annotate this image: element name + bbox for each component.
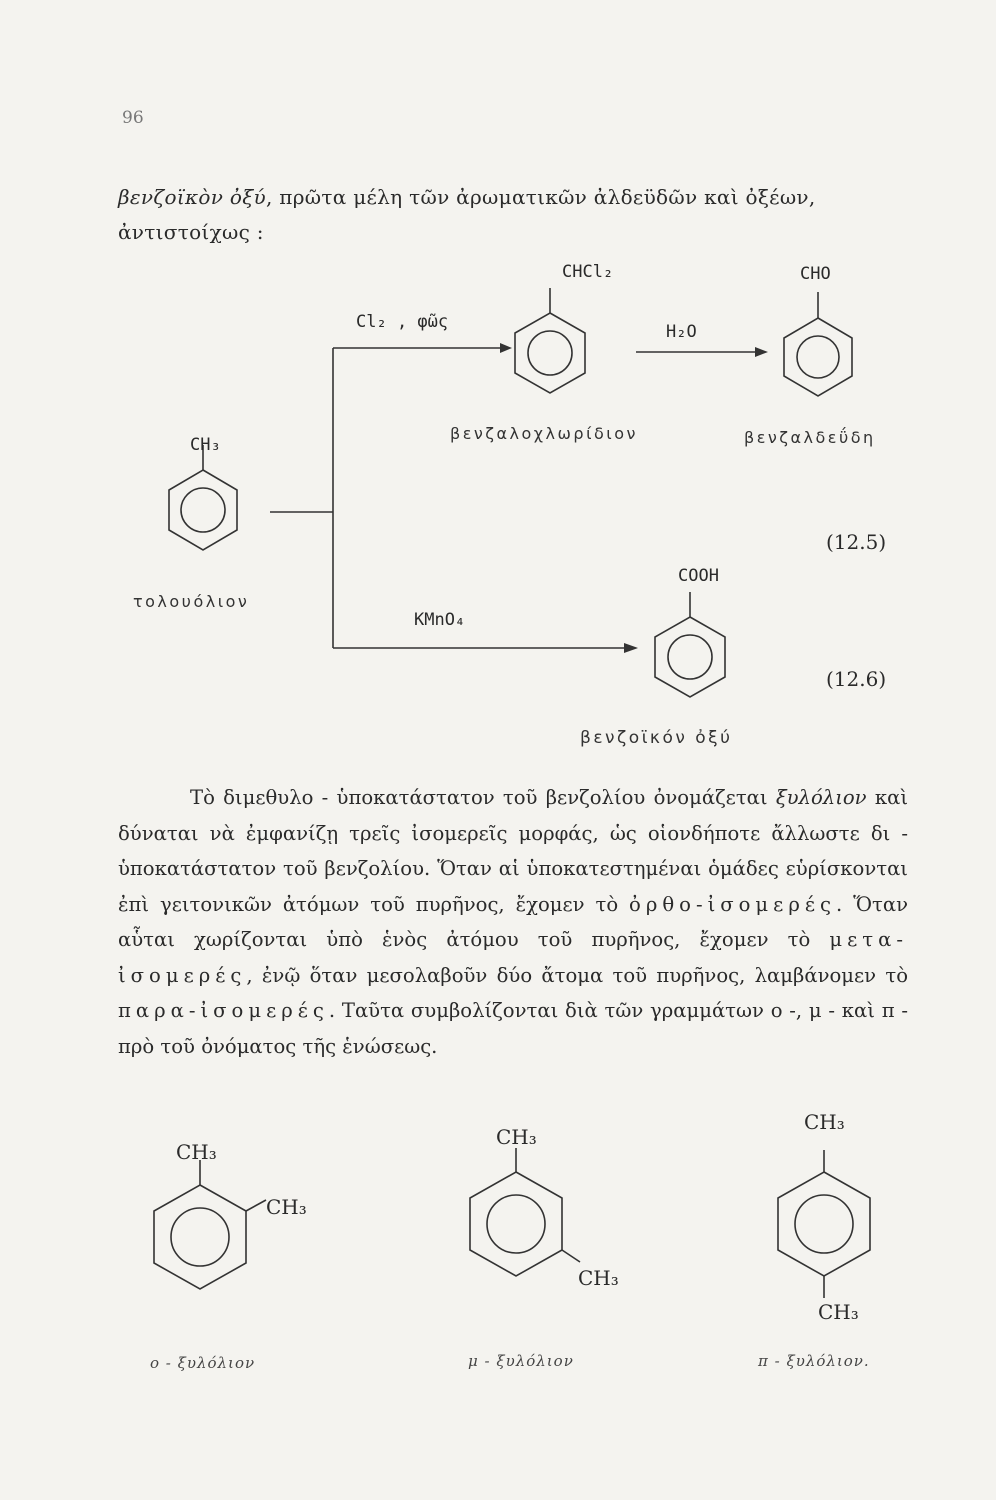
benzoic-acid-ring-circle [668,635,712,679]
p-xylene-ring [778,1172,870,1276]
toluene-ring [169,470,237,550]
intro-rest: , πρῶτα μέλη τῶν ἀρωματικῶν ἀλδεϋδῶν καὶ ὀξέων, ἀντιστοίχως : [118,185,816,244]
o-xylene-caption: ο - ξυλόλιον [150,1354,256,1372]
aldehyde-group-label: CHO [800,264,831,284]
toluene-ring-circle [181,488,225,532]
benzoic-acid-name: βενζοϊκόν ὀξύ [580,728,733,748]
o-xylene-ring-circle [171,1208,229,1266]
para-text-3: . Ὅταν αὗται χωρίζονται ὑπὸ ἑνὸς ἀτόμου τοῦ πυρῆνος, ἔχομεν τὸ [118,892,908,951]
m-xylene-methyl-top: CH₃ [496,1125,537,1149]
equation-number-12-5: (12.5) [826,530,887,554]
benzal-chloride-ring [515,313,585,393]
body-paragraph [118,780,908,1064]
benzaldehyde-ring-circle [797,336,839,378]
p-xylene-ring-circle [795,1195,853,1253]
m-xylene-caption: μ - ξυλόλιον [468,1352,574,1370]
acid-group-label: COOH [678,566,719,586]
xylene-term: ξυλόλιον [775,786,867,809]
m-xylene-ring-circle [487,1195,545,1253]
para-text-4: , ἐνῷ ὅταν μεσολαβοῦν δύο ἄτομα τοῦ πυρῆνος, λαμβάνομεν τὸ [246,963,908,987]
toluene-methyl-label: CH₃ [190,435,221,455]
reagent-h2o: H₂O [666,322,697,342]
para-text-2: καὶ δύναται νὰ ἐμφανίζῃ τρεῖς ἰσομερεῖς μορφάς, ὡς οἱονδήποτε ἄλλωστε δι - ὑποκατάστατον τοῦ βενζολίου. Ὅταν αἱ ὑποκατεστημέναι ὁμάδες εὑρίσκονται ἐπὶ γειτονικῶν ἀτόμων τοῦ πυρῆνος, ἔχομεν τὸ [118,786,909,916]
benzal-chloride-ring-circle [528,331,572,375]
m-xylene-methyl-side: CH₃ [578,1266,619,1290]
arrow-head-1 [500,343,512,353]
para-term: παρα-ἰσομερές [118,999,329,1022]
o-xylene-methyl-side: CH₃ [266,1195,307,1219]
benzoic-acid-ring [655,617,725,697]
chloride-group-label: CHCl₂ [562,262,614,282]
ortho-term: ὀρθο-ἰσομερές [629,892,836,916]
intro-italic-term: βενζοϊκὸν ὀξύ [118,185,266,209]
reagent-cl2-light: Cl₂ , φῶς [356,312,449,332]
benzaldehyde-name: βενζαλδεΰδη [744,428,876,447]
m-xylene-ring [470,1172,562,1276]
reagent-kmno4: KMnO₄ [414,610,466,630]
meta-term: μετα-ἰσομερές [118,928,908,987]
equation-number-12-6: (12.6) [826,667,887,691]
p-xylene-methyl-top: CH₃ [804,1110,845,1134]
para-text-1: Τὸ διμεθυλο - ὑποκατάστατον τοῦ βενζολίου ὀνομάζεται [190,786,776,809]
p-xylene-methyl-bottom: CH₃ [818,1300,859,1324]
toluene-name: τολουόλιον [133,592,250,611]
benzaldehyde-ring [784,318,852,396]
p-xylene-caption: π - ξυλόλιον. [758,1352,870,1370]
arrow-head-2 [755,347,768,357]
o-xylene-ring [154,1185,246,1289]
o-xylene-methyl-top: CH₃ [176,1140,217,1164]
benzal-chloride-name: βενζαλοχλωρίδιον [450,424,638,443]
page-number: 96 [122,108,144,128]
arrow-head-3 [624,643,638,653]
para-text-5: . Ταῦτα συμβολίζονται διὰ τῶν γραμμάτων ο -, μ - καὶ π - πρὸ τοῦ ὀνόματος τῆς ἑνώσεως. [118,999,908,1058]
